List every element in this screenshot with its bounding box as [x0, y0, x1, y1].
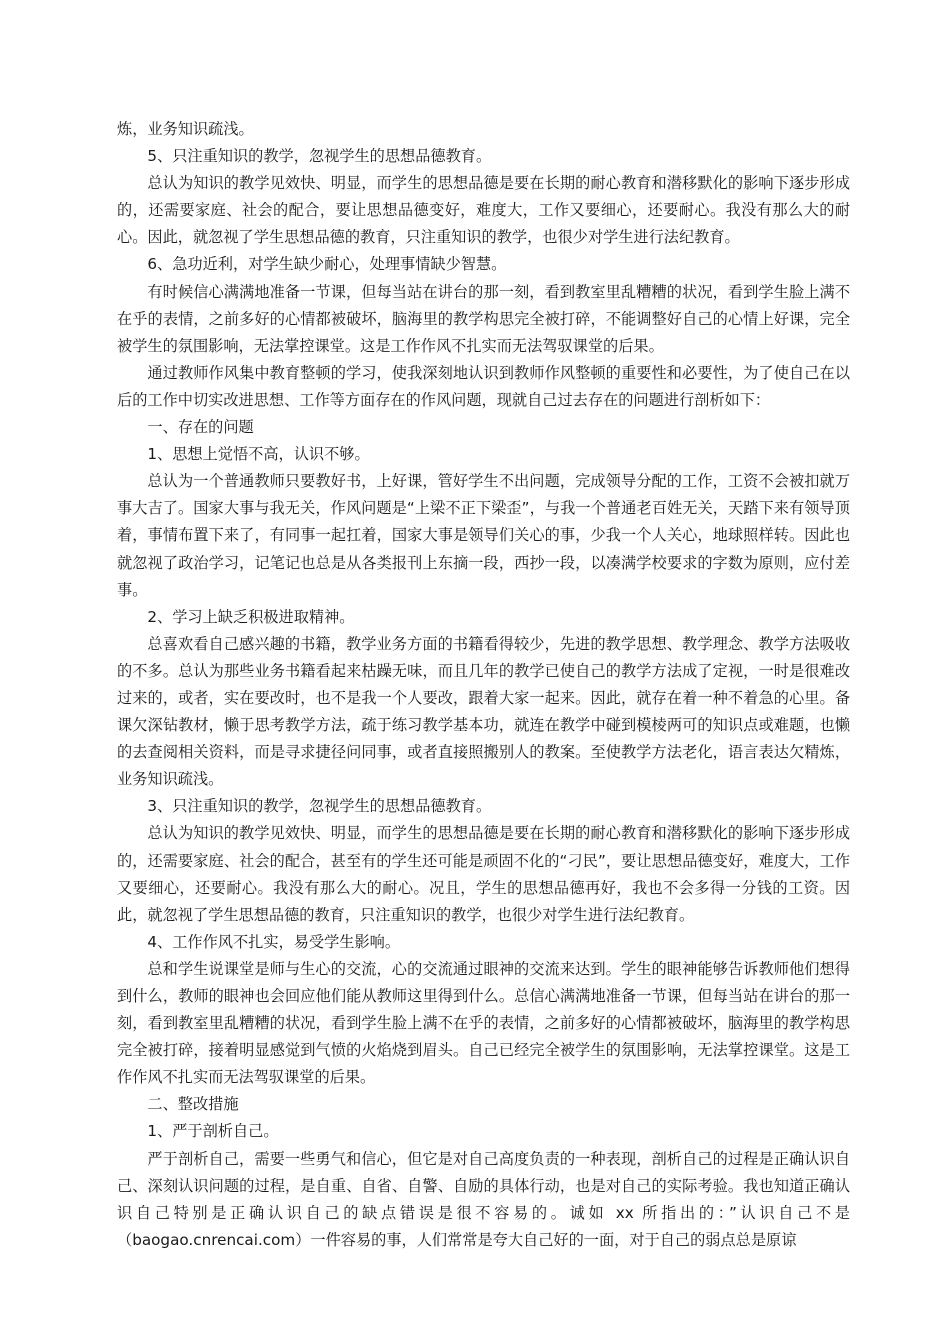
paragraph: 严于剖析自己，需要一些勇气和信心，但它是对自己高度负责的一种表现，剖析自己的过程是正确认识自己、深刻认识问题的过程，是自重、自省、自警、自励的具体行动，也是对自己的实际考验。我也知道正确认识自己特别是正确认识自己的缺点错误是很不容易的。诚如 xx 所指出的：”认识自己不是（baogao.cnrencai.com）一件容易的事，人们常常是夸大自己好的一面，对于自己的弱点总是原谅 [117, 1149, 850, 1249]
paragraph-continuation: 炼，业务知识疏浅。 [117, 120, 254, 138]
section-heading-problems: 一、存在的问题 [147, 418, 254, 437]
paragraph: 有时候信心满满地准备一节课，但每当站在讲台的那一刻，看到教室里乱糟糟的状况，看到学生脸上满不在乎的表情，之前多好的心情都被破坏，脑海里的教学构思完全被打碎，不能调整好自己的心情上好课，完全被学生的氛围影响，无法掌控课堂。这是工作作风不扎实而无法驾驭课堂的后果。 [117, 282, 850, 355]
paragraph: 总认为知识的教学见效快、明显，而学生的思想品德是要在长期的耐心教育和潜移默化的影响下逐步形成的，还需要家庭、社会的配合，甚至有的学生还可能是顽固不化的“刁民”，要让思想品德变好，难度大，工作又要细心，还要耐心。我没有那么大的耐心。况且，学生的思想品德再好，我也不会多得一分钱的工资。因此，就忽视了学生思想品德的教育，只注重知识的教学，也很少对学生进行法纪教育。 [117, 824, 850, 924]
heading-item-4: 4、工作作风不扎实，易受学生影响。 [147, 932, 401, 951]
paragraph: 总和学生说课堂是师与生心的交流，心的交流通过眼神的交流来达到。学生的眼神能够告诉教师他们想得到什么，教师的眼神也会回应他们能从教师这里得到什么。总信心满满地准备一节课，但每当站在讲台的那一刻，看到教室里乱糟糟的状况，看到学生脸上满不在乎的表情，之前多好的心情都被破坏，脑海里的教学构思完全被打碎，接着明显感觉到气愤的火焰烧到眉头。自己已经完全被学生的氛围影响，无法掌控课堂。这是工作作风不扎实而无法驾驭课堂的后果。 [117, 959, 850, 1087]
paragraph: 总认为一个普通教师只要教好书，上好课，管好学生不出问题，完成领导分配的工作，工资不会被扣就万事大吉了。国家大事与我无关，作风问题是“上梁不正下梁歪”，与我一个普通老百姓无关，天踏下来有领导顶着，事情布置下来了，有同事一起扛着，国家大事是领导们关心的事，少我一个人关心，地球照样转。因此也就忽视了政治学习，记笔记也总是从各类报刊上东摘一段，西抄一段，以凑满学校要求的字数为原则，应付差事。 [117, 472, 850, 599]
paragraph: 总喜欢看自己感兴趣的书籍，教学业务方面的书籍看得较少，先进的教学思想、教学理念、教学方法吸收的不多。总认为那些业务书籍看起来枯躁无味，而且几年的教学已使自己的教学方法成了定视，一时是很难改过来的，或者，实在要改时，也不是我一个人要改，跟着大家一起来。因此，就存在着一种不着急的心里。备课欠深钻教材，懒于思考教学方法，疏于练习教学基本功，就连在教学中碰到模棱两可的知识点或难题，也懒的去查阅相关资料，而是寻求捷径问同事，或者直接照搬别人的教案。至使教学方法老化，语言表达欠精炼，业务知识疏浅。 [117, 634, 850, 789]
heading-item-6: 6、急功近利，对学生缺少耐心，处理事情缺少智慧。 [147, 255, 507, 274]
heading-item-5: 5、只注重知识的教学，忽视学生的思想品德教育。 [147, 147, 492, 166]
heading-item-3: 3、只注重知识的教学，忽视学生的思想品德教育。 [147, 797, 492, 816]
paragraph: 通过教师作风集中教育整顿的学习，使我深刻地认识到教师作风整顿的重要性和必要性，为了使自己在以后的工作中切实改进思想、工作等方面存在的作风问题，现就自己过去存在的问题进行剖析如下： [117, 363, 850, 409]
paragraph: 总认为知识的教学见效快、明显，而学生的思想品德是要在长期的耐心教育和潜移默化的影响下逐步形成的，还需要家庭、社会的配合，要让思想品德变好，难度大，工作又要细心，还要耐心。我没有那么大的耐心。因此，就忽视了学生思想品德的教育，只注重知识的教学，也很少对学生进行法纪教育。 [117, 174, 850, 247]
heading-item-1: 1、思想上觉悟不高，认识不够。 [147, 445, 370, 464]
heading-item-2: 2、学习上缺乏积极进取精神。 [147, 607, 355, 626]
section-heading-measures: 二、整改措施 [147, 1095, 239, 1114]
heading-measure-1: 1、严于剖析自己。 [147, 1122, 279, 1141]
document-body [117, 116, 850, 1254]
